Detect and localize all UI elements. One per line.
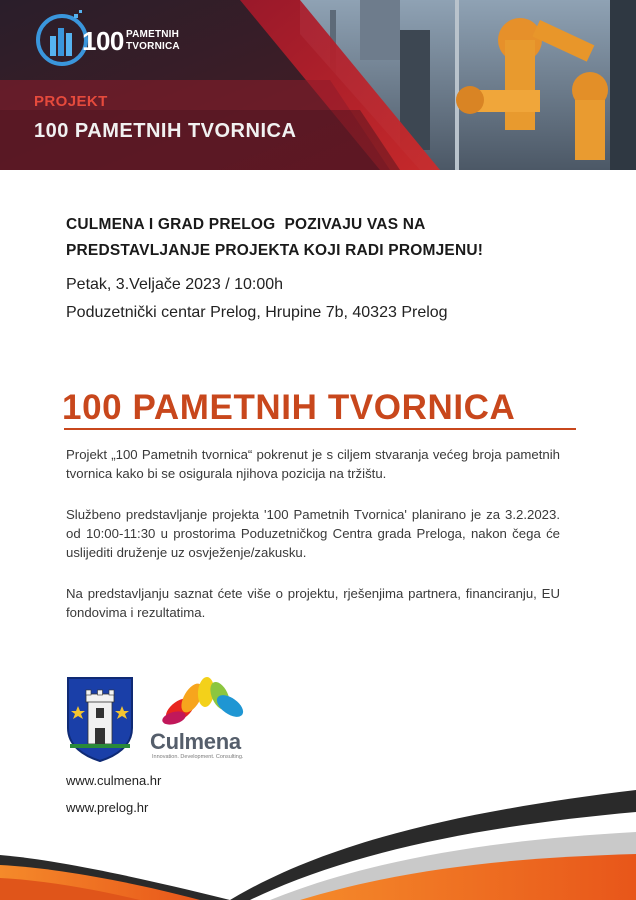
logo-text-line2: TVORNICA bbox=[126, 41, 180, 52]
logo-text-line1: PAMETNIH bbox=[126, 29, 180, 40]
culmena-tagline: Innovation. Development. Consulting. bbox=[152, 754, 244, 760]
culmena-logo bbox=[150, 676, 260, 766]
culmena-website-link[interactable]: www.culmena.hr bbox=[66, 773, 162, 788]
invite-heading-line1: CULMENA I GRAD PRELOG POZIVAJU VAS NA bbox=[66, 216, 426, 233]
prelog-coat-of-arms-icon bbox=[66, 676, 134, 762]
logo-number: 100 bbox=[82, 26, 124, 56]
invite-heading bbox=[66, 212, 566, 264]
invite-heading-line2: PREDSTAVLJANJE PROJEKTA KOJI RADI PROMJENU! bbox=[66, 242, 484, 259]
culmena-flower-icon bbox=[150, 676, 260, 728]
paragraph-presentation: Službeno predstavljanje projekta '100 Pametnih Tvornica' planirano je za 3.2.2023. od 10:00-11:30 u prostorima Poduzetničkog Centra grada Preloga, nakon čega će uslijediti druženje uz osvježenje/zakusku. bbox=[66, 507, 560, 560]
title-underline bbox=[64, 428, 576, 430]
event-location: Poduzetnički centar Prelog, Hrupine 7b, 40323 Prelog bbox=[66, 304, 448, 321]
culmena-wordmark: Culmena bbox=[150, 729, 241, 754]
prelog-website-link[interactable]: www.prelog.hr bbox=[66, 800, 149, 815]
paragraph-topics: Na predstavljanju saznat ćete više o projektu, rješenjima partnera, financiranju, EU fondovima i rezultatima. bbox=[66, 586, 560, 620]
main-title: 100 PAMETNIH TVORNICA bbox=[62, 388, 516, 427]
event-date: Petak, 3.Veljače 2023 / 10:00h bbox=[66, 276, 284, 293]
paragraph-intro: Projekt „100 Pametnih tvornica“ pokrenut je s ciljem stvaranja većeg broja pametnih tvornica kako bi se osigurala njihova pozicija na tržištu. bbox=[66, 447, 560, 481]
header-banner bbox=[0, 0, 636, 170]
banner-title: 100 PAMETNIH TVORNICA bbox=[34, 120, 297, 142]
banner-projekt-label: PROJEKT bbox=[34, 93, 108, 110]
project-logo bbox=[34, 12, 194, 70]
